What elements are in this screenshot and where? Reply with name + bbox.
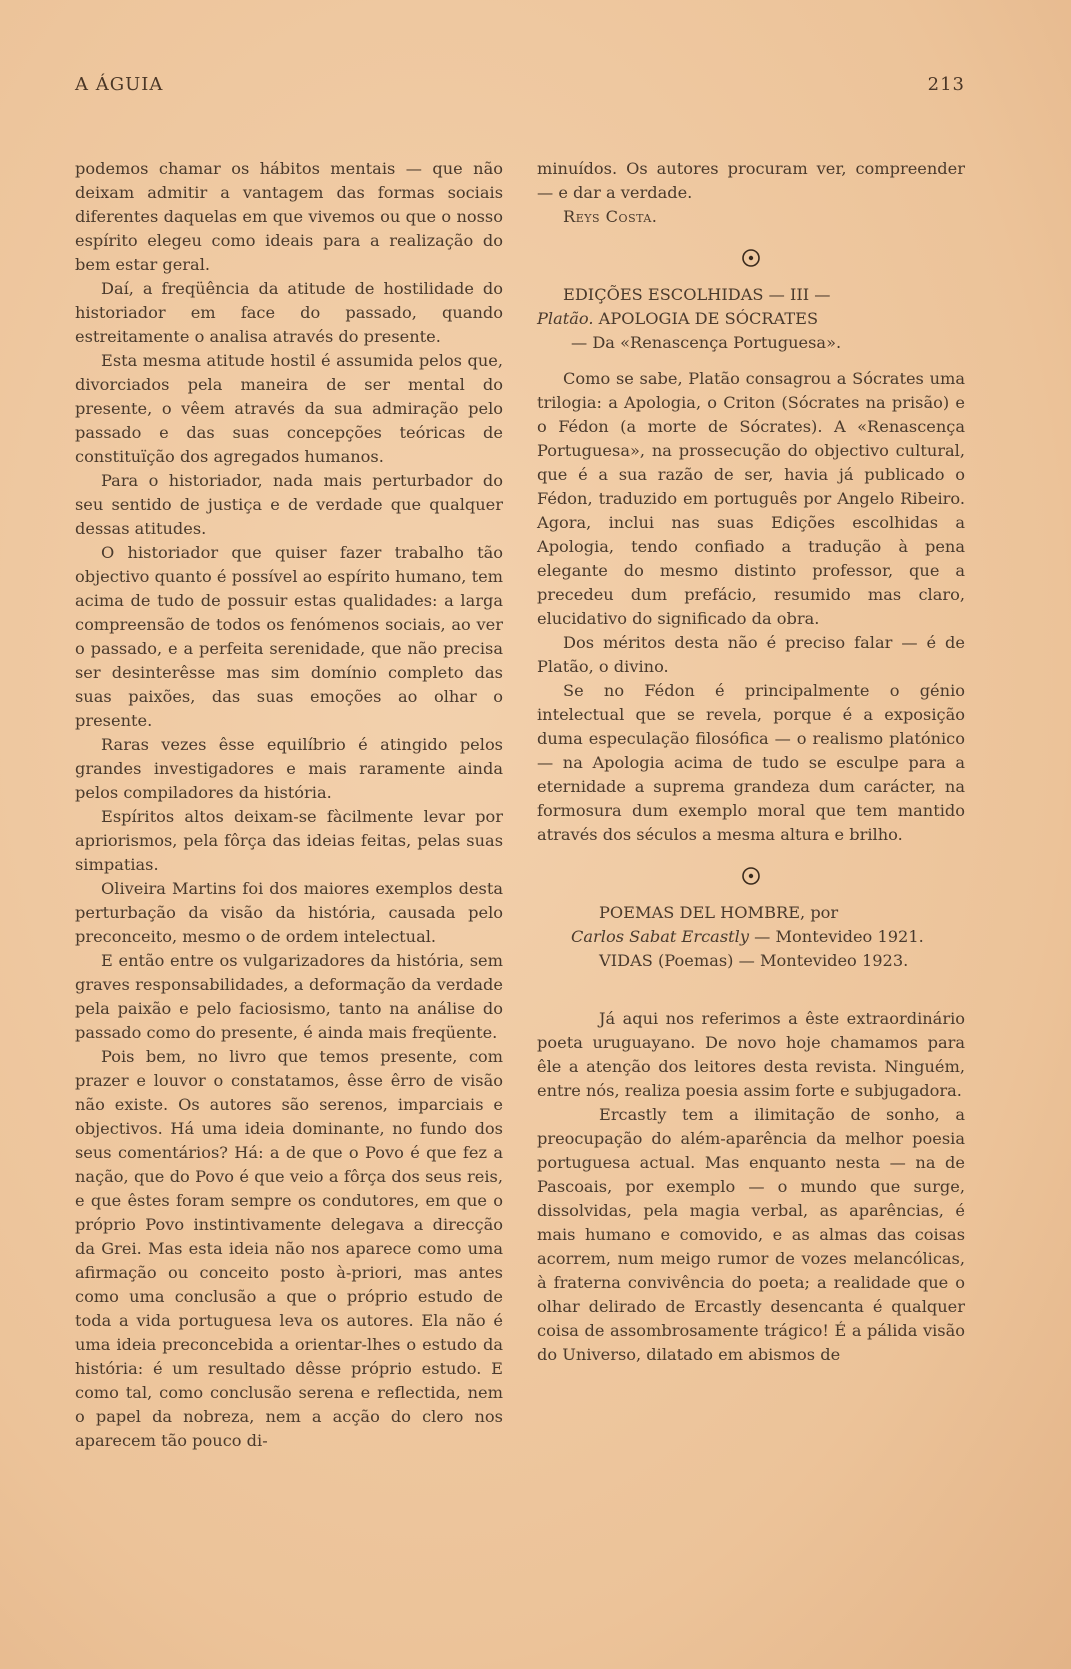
- right-column: [537, 157, 965, 1367]
- review-edicoes-escolhidas: [537, 283, 965, 847]
- left-column: [75, 157, 503, 1453]
- journal-title: A ÁGUIA: [75, 74, 164, 95]
- book-author: Carlos Sabat Ercastly: [571, 927, 749, 946]
- paragraph: Espíritos altos deixam-se fàcilmente levar por apriorismos, pela fôrça das ideias feitas, pelas suas simpatias.: [75, 807, 503, 874]
- running-header: [75, 74, 965, 95]
- review-ercastly: [537, 901, 965, 1367]
- paragraph: Raras vezes êsse equilíbrio é atingido pelos grandes investigadores e mais raramente ainda pelos compiladores da história.: [75, 735, 503, 802]
- paragraph: O historiador que quiser fazer trabalho tão objectivo quanto é possível ao espírito humano, tem acima de tudo de possuir estas qualidades: a larga compreensão de todos os fenómenos sociais, ao ver o passado, e a perfeita serenidade, que não precisa ser desinterêsse mas sim domínio completo das suas paixões, das suas emoções ao olhar o presente.: [75, 543, 503, 730]
- page-number: 213: [927, 74, 965, 95]
- paragraph-continuation: minuídos. Os autores procuram ver, compreender — e dar a verdade.: [537, 159, 965, 202]
- paragraph: Como se sabe, Platão consagrou a Sócrates uma trilogia: a Apologia, o Criton (Sócrates na prisão) e o Fédon (a morte de Sócrates). A «Renascença Portuguesa», na prossecução do objectivo cultural, que é a sua razão de ser, havia já publicado o Fédon, traduzido em português por Angelo Ribeiro. Agora, inclui nas suas Edições escolhidas a Apologia, tendo confiado a tradução à pena elegante do mesmo distinto professor, que a precedeu dum prefácio, resumido mas claro, elucidativo do significado da obra.: [537, 369, 965, 628]
- book-title: APOLOGIA DE SÓCRATES: [598, 309, 819, 328]
- paragraph: Daí, a freqüência da atitude de hostilidade do historiador em face do passado, quando estreitamente o analisa através do presente.: [75, 279, 503, 346]
- circle-dot-ornament-icon: [740, 865, 762, 887]
- paragraph: Pois bem, no livro que temos presente, com prazer e louvor o constatamos, êsse êrro de visão não existe. Os autores são serenos, imparciais e objectivos. Há uma ideia dominante, no fundo dos seus comentários? Há: a de que o Povo é que fez a nação, que do Povo é que veio a fôrça dos seus reis, e que êstes foram sempre os condutores, em que o próprio Povo instintivamente delegava a direcção da Grei. Mas esta ideia não nos aparece como uma afirmação ou conceito posto à-priori, mas antes como uma conclusão a que o próprio estudo de toda a vida portuguesa leva os autores. Ela não é uma ideia preconcebida a orientar-lhes o estudo da história: é um resultado dêsse próprio estudo. E como tal, como conclusão serena e reflectida, nem o papel da nobreza, nem a acção do clero nos aparecem tão pouco di-: [75, 1047, 503, 1450]
- paragraph: Ercastly tem a ilimitação de sonho, a preocupação do além-aparência da melhor poesia portuguesa actual. Mas enquanto nesta — na de Pascoais, por exemplo — o mundo que surge, dissolvidas, pela magia verbal, as aparências, é mais humano e comovido, e as almas das coisas acorrem, num meigo rumor de vozes melancólicas, à fraterna convivência do poeta; a realidade que o olhar delirado de Ercastly desencanta é qualquer coisa de assombrosamente trágico! É a pálida visão do Universo, dilatado em abismos de: [537, 1105, 965, 1364]
- circle-dot-ornament-icon: [740, 247, 762, 269]
- publisher: — Da «Renascença Portuguesa».: [571, 333, 842, 352]
- paragraph: Dos méritos desta não é preciso falar — é de Platão, o divino.: [537, 633, 965, 676]
- signature: Reys Costa.: [563, 207, 658, 226]
- paragraph: podemos chamar os hábitos mentais — que não deixam admitir a vantagem das formas sociais diferentes daquelas em que vivemos ou que o nosso espírito elegeu como ideais para a realização do bem estar geral.: [75, 159, 503, 274]
- paragraph: Esta mesma atitude hostil é assumida pelos que, divorciados pela maneira de ser mental do presente, o vêem através da sua admiração pelo passado e das suas concepções teóricas de constituïção dos agregados humanos.: [75, 351, 503, 466]
- book-title-line: [537, 307, 965, 331]
- paragraph: Já aqui nos referimos a êste extraordinário poeta uruguayano. De novo hoje chamamos para êle a atenção dos leitores desta revista. Ninguém, entre nós, realiza poesia assim forte e subjugadora.: [537, 1009, 965, 1100]
- section-title: EDIÇÕES ESCOLHIDAS — III —: [563, 285, 831, 304]
- paragraph: Oliveira Martins foi dos maiores exemplos desta perturbação da visão da história, causada pelo preconceito, mesmo o de ordem intelectual.: [75, 879, 503, 946]
- book-title: POEMAS DEL HOMBRE, por: [599, 903, 839, 922]
- book-author-line: [537, 925, 965, 949]
- paragraph: E então entre os vulgarizadores da história, sem graves responsabilidades, a deformação da verdade pela paixão e pelo faciosismo, tanto na análise do passado como do presente, é ainda mais freqüente.: [75, 951, 503, 1042]
- book-place: — Montevideo 1921.: [754, 927, 924, 946]
- book-title: VIDAS (Poemas) — Montevideo 1923.: [599, 951, 909, 970]
- book-author: Platão.: [537, 309, 594, 328]
- paragraph: Se no Fédon é principalmente o génio intelectual que se revela, porque é a exposição duma especulação filosófica — o realismo platónico — na Apologia acima de tudo se esculpe para a eternidade a suprema grandeza dum carácter, na formosura dum exemplo moral que tem mantido através dos séculos a mesma altura e brilho.: [537, 681, 965, 844]
- paragraph: Para o historiador, nada mais perturbador do seu sentido de justiça e de verdade que qualquer dessas atitudes.: [75, 471, 503, 538]
